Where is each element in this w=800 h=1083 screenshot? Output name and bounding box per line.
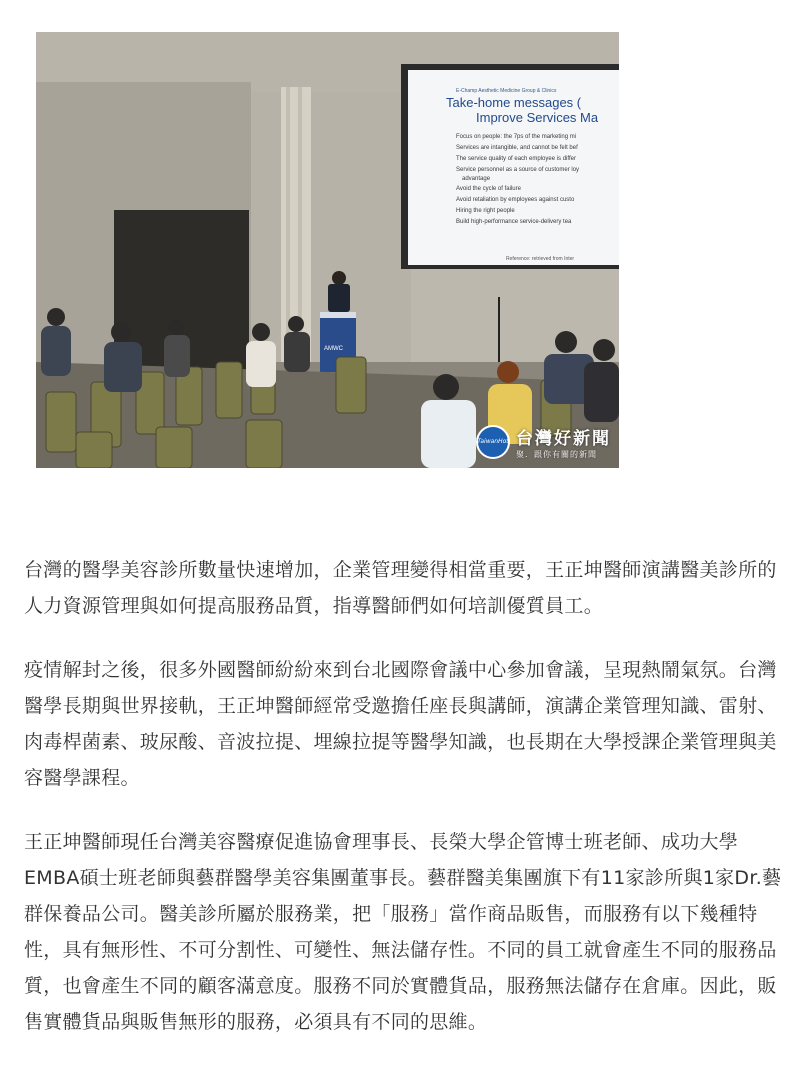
slide-bullet: advantage [462,176,491,182]
slide-title-1: Take-home messages ( [446,95,582,110]
slide-footer: Reference: retrieved from Inter [506,256,575,262]
article-photo [36,32,619,468]
news-logo-text: TaiwanHot [477,438,509,445]
article-paragraph: 台灣的醫學美容診所數量快速增加，企業管理變得相當重要，王正坤醫師演講醫美診所的人力資源管理與如何提高服務品質，指導醫師們如何培訓優質員工。 [24,559,777,617]
slide-bullet: Service personnel as a source of customer loy [456,167,580,173]
slide-bullet: The service quality of each employee is differ [456,156,576,162]
lecture-scene [36,32,619,468]
slide-header: E-Champ Aesthetic Medicine Group & Clinics [456,88,557,94]
slide-bullet: Services are intangible, and cannot be felt bef [456,145,578,151]
article-body [24,552,784,1068]
slide-bullet: Avoid retaliation by employees against custo [456,197,575,203]
slide-bullet: Focus on people: the 7ps of the marketing mi [456,134,577,140]
watermark-title: 台灣好新聞 [516,429,611,449]
slide-title-2: Improve Services Ma [476,110,599,125]
article-paragraph: 疫情解封之後，很多外國醫師紛紛來到台北國際會議中心參加會議，呈現熱鬧氣氛。台灣醫學長期與世界接軌，王正坤醫師經常受邀擔任座長與講師，演講企業管理知識、雷射、肉毒桿菌素、玻尿酸、音波拉提、埋線拉提等醫學知識，也長期在大學授課企業管理與美容醫學課程。 [24,659,777,789]
watermark-subtitle: 聚．跟你有關的新聞 [516,450,597,459]
article-paragraph: 王正坤醫師現任台灣美容醫療促進協會理事長、長榮大學企管博士班老師、成功大學EMBA碩士班老師與藝群醫學美容集團董事長。藝群醫美集團旗下有11家診所與1家Dr.藝群保養品公司。醫美診所屬於服務業，把「服務」當作商品販售，而服務有以下幾種特性，具有無形性、不可分割性、可變性、無法儲存性。不同的員工就會產生不同的服務品質，也會產生不同的顧客滿意度。服務不同於實體貨品，服務無法儲存在倉庫。因此，販售實體貨品與販售無形的服務，必須具有不同的思維。 [24,831,782,1033]
news-logo-icon [476,425,510,459]
slide-bullet: Avoid the cycle of failure [456,186,521,192]
slide-bullet: Hiring the right people [456,208,515,214]
news-watermark [476,424,611,460]
podium-logo: AMWC [324,346,343,352]
slide-bullet: Build high-performance service-delivery tea [456,219,572,225]
